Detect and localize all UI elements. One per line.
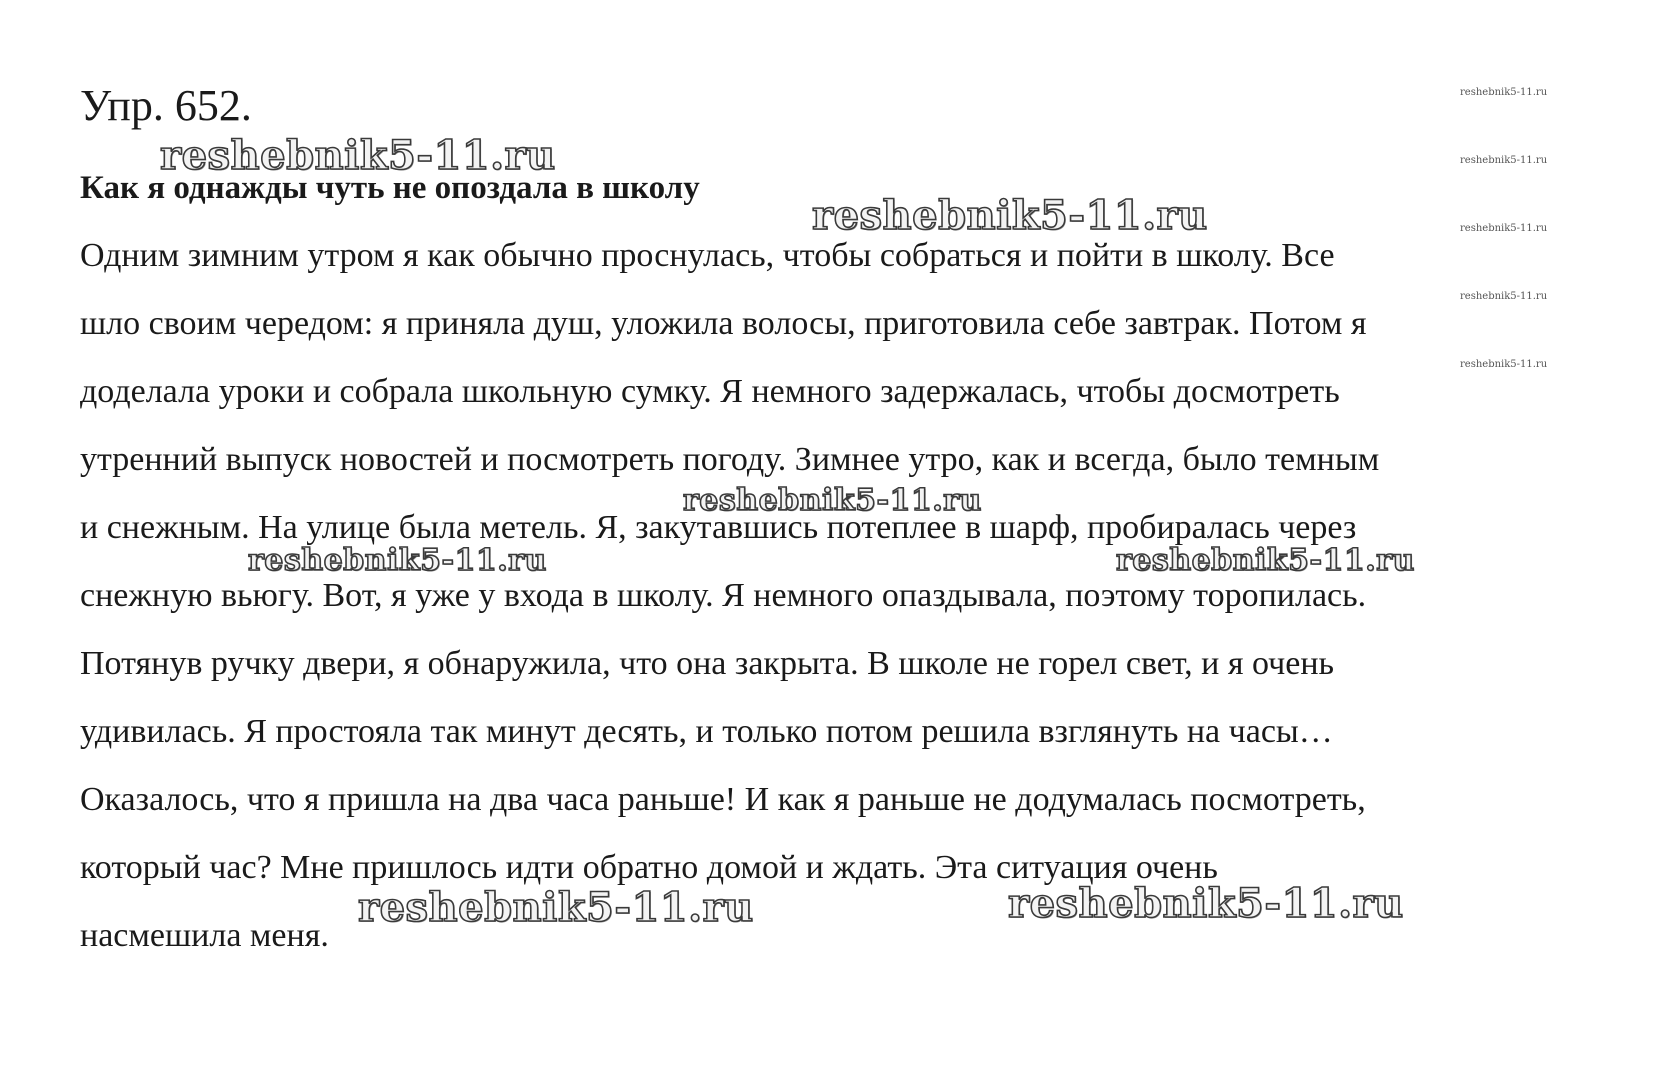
body-line: доделала уроки и собрала школьную сумку. Я немного задержалась, чтобы досмотреть [80,373,1340,410]
watermark: reshebnik5-11.ru [358,884,754,931]
small-watermark: reshebnik5-11.ru [1460,359,1548,370]
body-line: Потянув ручку двери, я обнаружила, что она закрыта. В школе не горел свет, и я очень [80,645,1335,682]
body-line: Оказалось, что я пришла на два часа раньше! И как я раньше не додумалась посмотреть, [80,781,1366,818]
watermark: reshebnik5-11.ru [1116,543,1415,578]
body-line: и снежным. На улице была метель. Я, закутавшись потеплее в шарф, пробиралась через [80,509,1357,546]
small-watermark: reshebnik5-11.ru [1460,87,1548,98]
body-line: который час? Мне пришлось идти обратно домой и ждать. Эта ситуация очень [80,849,1218,886]
small-watermark: reshebnik5-11.ru [1460,291,1548,302]
small-watermark: reshebnik5-11.ru [1460,155,1548,166]
watermark: reshebnik5-11.ru [1008,880,1404,927]
watermark: reshebnik5-11.ru [160,132,556,179]
small-watermark: reshebnik5-11.ru [1460,223,1548,234]
body-line: удивилась. Я простояла так минут десять, и только потом решила взглянуть на часы… [80,713,1333,750]
body-line: Одним зимним утром я как обычно проснулась, чтобы собраться и пойти в школу. Все [80,237,1335,274]
body-line: шло своим чередом: я приняла душ, уложила волосы, приготовила себе завтрак. Потом я [80,305,1367,342]
exercise-title: Упр. 652. [80,81,252,130]
watermark: reshebnik5-11.ru [248,543,547,578]
watermark: reshebnik5-11.ru [812,192,1208,239]
story-title: Как я однажды чуть не опоздала в школу [80,170,700,206]
body-line: снежную вьюгу. Вот, я уже у входа в школу. Я немного опаздывала, поэтому торопилась. [80,577,1367,614]
story-body [80,228,1600,976]
body-line: насмешила меня. [80,917,329,954]
watermark: reshebnik5-11.ru [683,483,982,518]
body-line: утренний выпуск новостей и посмотреть погоду. Зимнее утро, как и всегда, было темным [80,441,1380,478]
